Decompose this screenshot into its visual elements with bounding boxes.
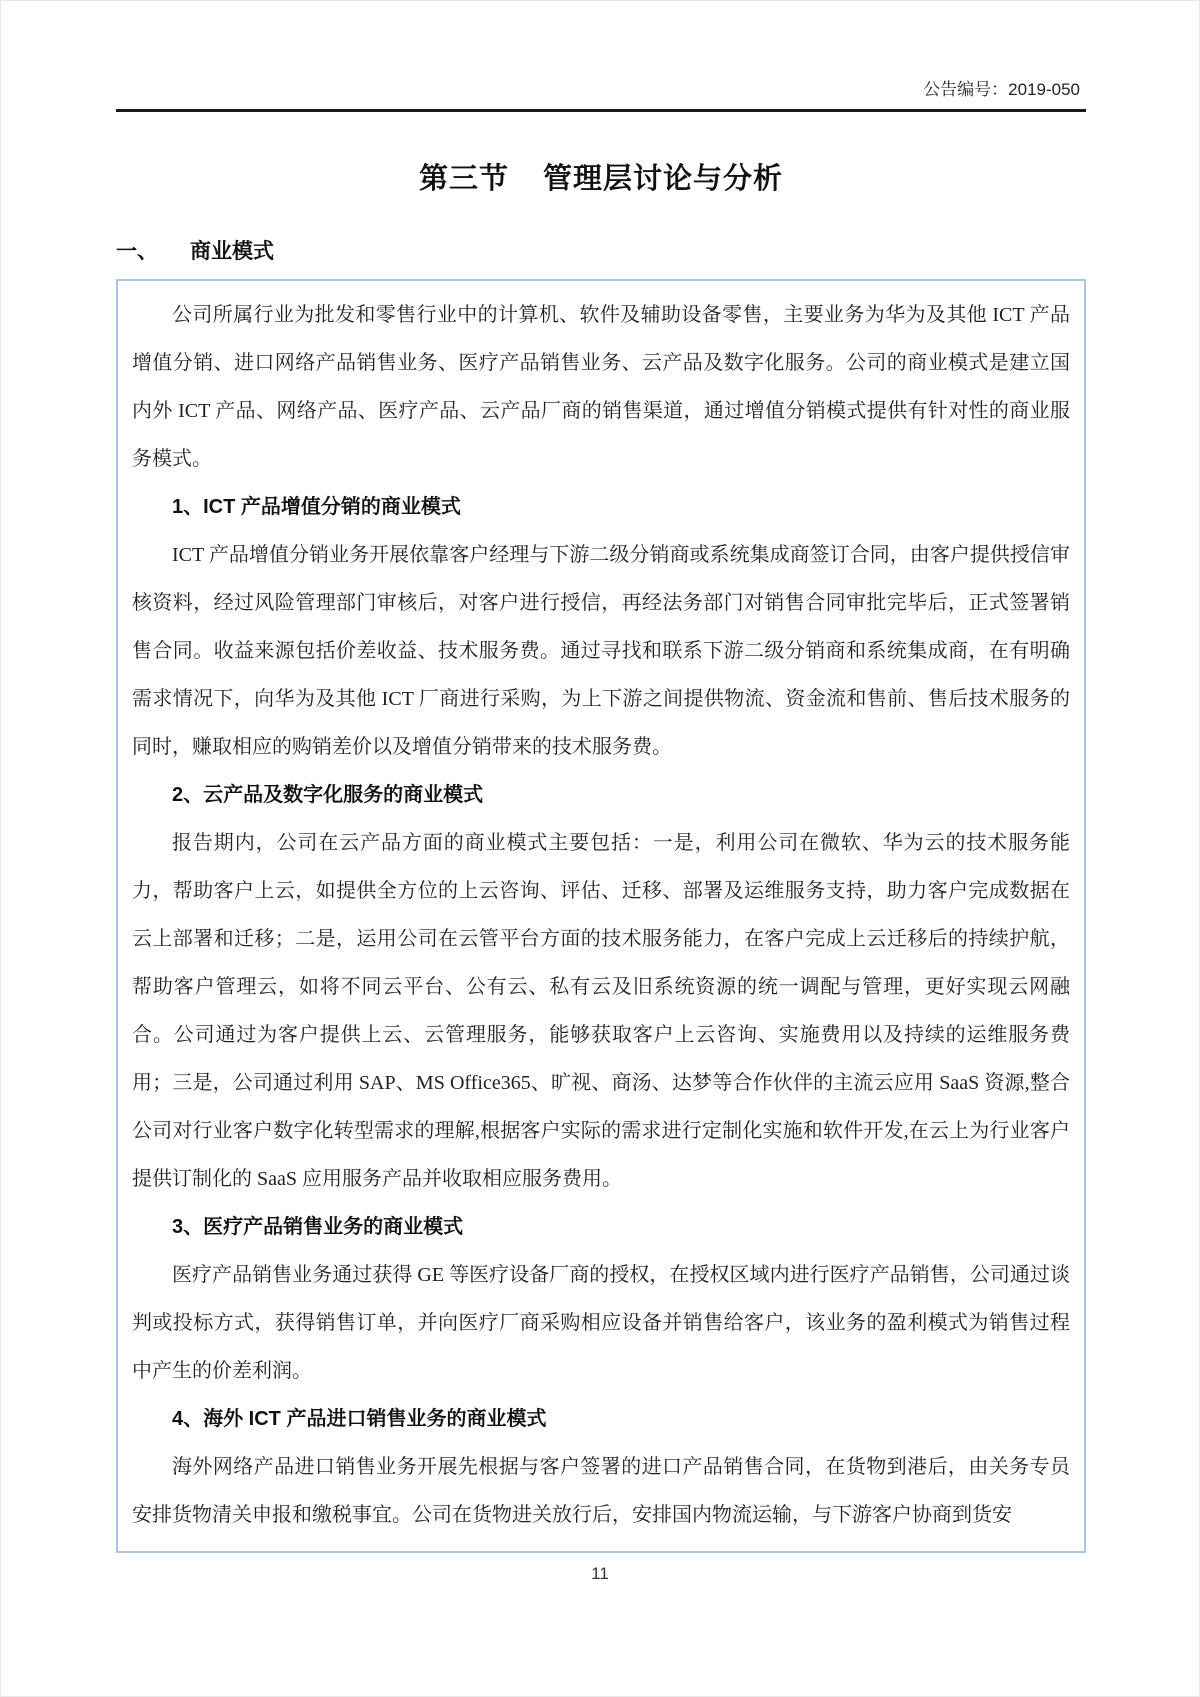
- page-footer: [1, 1564, 1199, 1584]
- subsection-3-body: 医疗产品销售业务通过获得 GE 等医疗设备厂商的授权，在授权区域内进行医疗产品销售，公司通过谈判或投标方式，获得销售订单，并向医疗厂商采购相应设备并销售给客户，该业务的盈利模式为销售过程中产生的价差利润。: [132, 1264, 1070, 1382]
- subsection-4-body: 海外网络产品进口销售业务开展先根据与客户签署的进口产品销售合同，在货物到港后，由关务专员安排货物清关申报和缴税事宜。公司在货物进关放行后，安排国内物流运输，与下游客户协商到货安: [132, 1456, 1070, 1526]
- announcement-number: 公告编号：2019-050: [923, 80, 1080, 99]
- subsection-2-heading: 2、云产品及数字化服务的商业模式: [172, 784, 484, 806]
- subsection-1-heading: 1、ICT 产品增值分销的商业模式: [172, 496, 461, 518]
- chapter-title-text: 管理层讨论与分析: [543, 163, 784, 195]
- page-header: [116, 1, 1086, 100]
- subsection-2-body: 报告期内，公司在云产品方面的商业模式主要包括：一是，利用公司在微软、华为云的技术服务能力，帮助客户上云，如提供全方位的上云咨询、评估、迁移、部署及运维服务支持，助力客户完成数据在云上部署和迁移；二是，运用公司在云管平台方面的技术服务能力，在客户完成上云迁移后的持续护航，帮助客户管理云，如将不同云平台、公有云、私有云及旧系统资源的统一调配与管理，更好实现云网融合。公司通过为客户提供上云、云管理服务，能够获取客户上云咨询、实施费用以及持续的运维服务费用；三是，公司通过利用 SAP、MS Office365、旷视、商汤、达梦等合作伙伴的主流云应用 SaaS 资源,整合公司对行业客户数字化转型需求的理解,根据客户实际的需求进行定制化实施和软件开发,在云上为行业客户提供订制化的 SaaS 应用服务产品并收取相应服务费用。: [132, 832, 1070, 1190]
- section-title: 商业模式: [190, 240, 274, 263]
- content-box: [116, 279, 1086, 1553]
- intro-paragraph: 公司所属行业为批发和零售行业中的计算机、软件及辅助设备零售，主要业务为华为及其他 ICT 产品增值分销、进口网络产品销售业务、医疗产品销售业务、云产品及数字化服务。公司的商业模式是建立国内外 ICT 产品、网络产品、医疗产品、云产品厂商的销售渠道，通过增值分销模式提供有针对性的商业服务模式。: [132, 304, 1070, 470]
- chapter-label: 第三节: [418, 163, 509, 195]
- header-rule: [116, 109, 1086, 112]
- subsection-3-heading: 3、医疗产品销售业务的商业模式: [172, 1216, 464, 1238]
- subsection-4-heading: 4、海外 ICT 产品进口销售业务的商业模式: [172, 1408, 547, 1430]
- page-number: 11: [591, 1564, 609, 1583]
- subsection-1-body: ICT 产品增值分销业务开展依靠客户经理与下游二级分销商或系统集成商签订合同，由客户提供授信审核资料，经过风险管理部门审核后，对客户进行授信，再经法务部门对销售合同审批完毕后，正式签署销售合同。收益来源包括价差收益、技术服务费。通过寻找和联系下游二级分销商和系统集成商，在有明确需求情况下，向华为及其他 ICT 厂商进行采购，为上下游之间提供物流、资金流和售前、售后技术服务的同时，赚取相应的购销差价以及增值分销带来的技术服务费。: [132, 544, 1070, 758]
- section-number: 一、: [116, 240, 158, 263]
- section-heading: [116, 235, 1086, 265]
- page-title: [116, 156, 1086, 197]
